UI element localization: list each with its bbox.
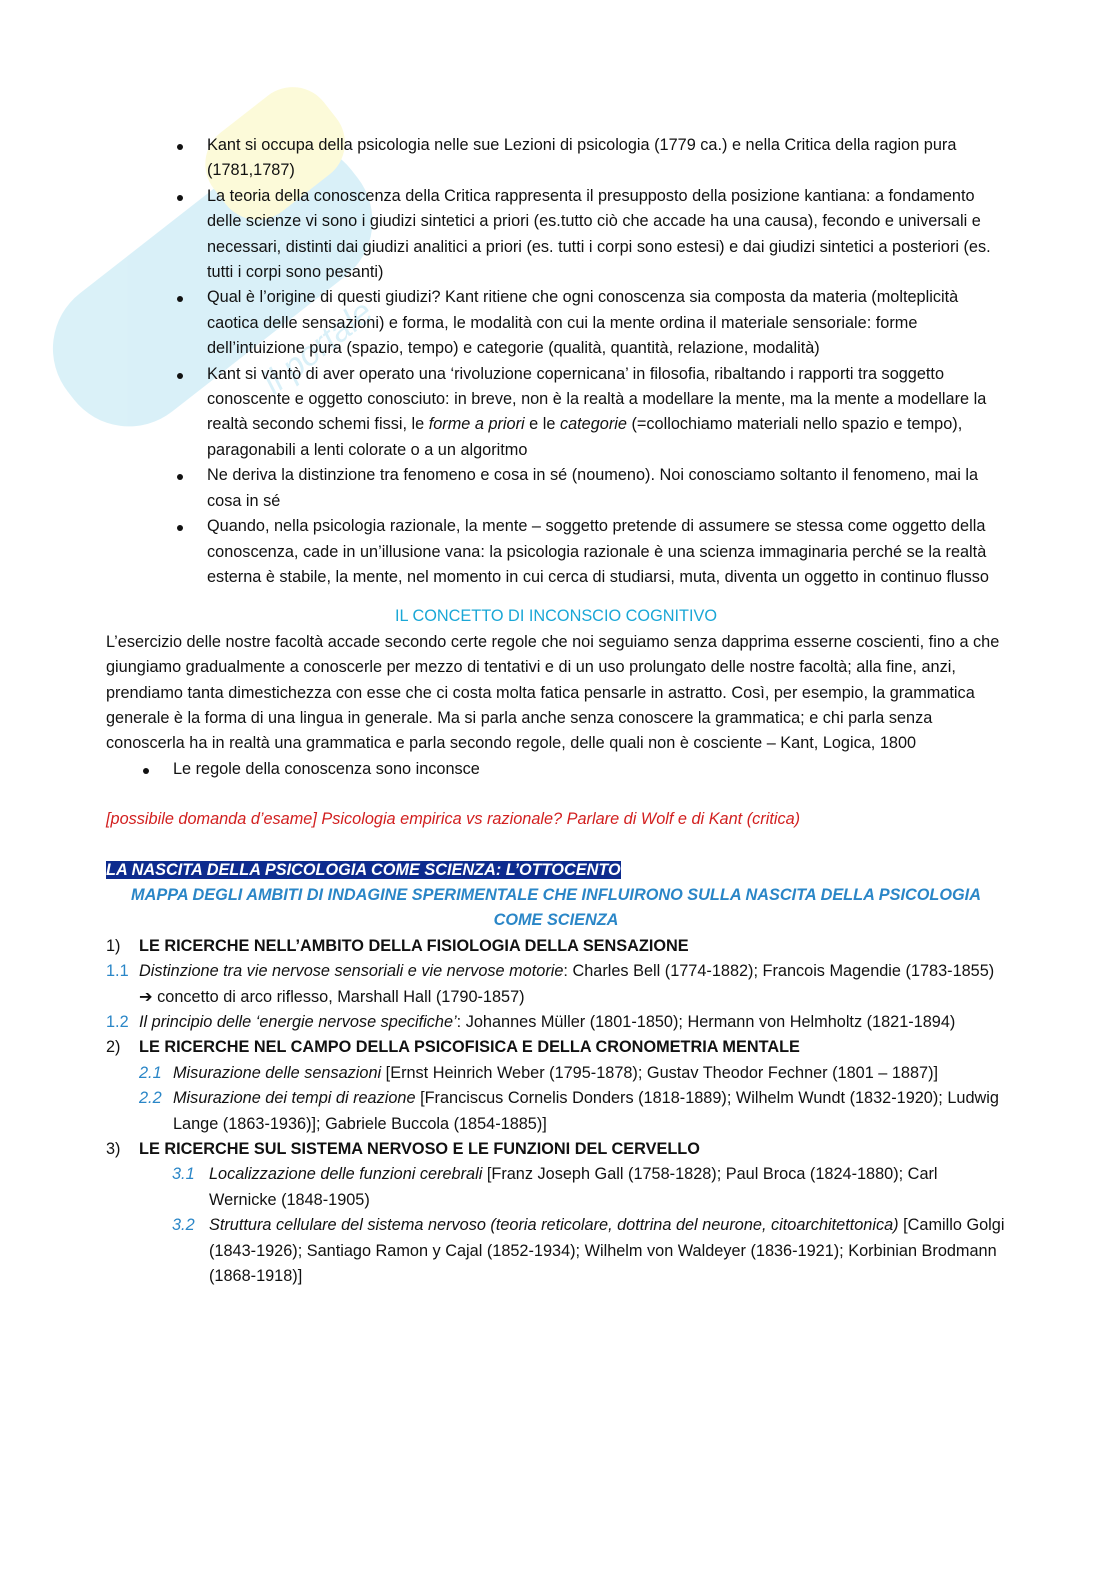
- bullet-dot: [177, 474, 183, 480]
- subsection-item: [106, 959, 1006, 1010]
- bullet-dot: [177, 373, 183, 379]
- subsection-number: 1.2: [106, 1013, 129, 1031]
- highlighted-title: LA NASCITA DELLA PSICOLOGIA COME SCIENZA: L’OTTOCENTO: [106, 860, 621, 879]
- section-title: LE RICERCHE NEL CAMPO DELLA PSICOFISICA E DELLA CRONOMETRIA MENTALE: [139, 1038, 800, 1057]
- subsection-topic: Distinzione tra vie nervose sensoriali e vie nervose motorie: [139, 962, 564, 981]
- list-item-text: Ne deriva la distinzione tra fenomeno e cosa in sé (noumeno). Noi conosciamo soltanto il fenomeno, mai la cosa in sé: [207, 466, 979, 510]
- subsection-topic: Il principio delle ‘energie nervose specifiche’: [139, 1013, 457, 1031]
- section-title: LE RICERCHE NELL’AMBITO DELLA FISIOLOGIA DELLA SENSAZIONE: [139, 936, 689, 955]
- bullet-dot: [177, 525, 183, 531]
- subsection-text: [Camillo Golgi (1843-1926); Santiago Ramon y Cajal (1852-1934); Wilhelm von Waldeyer (1836-1921); Korbinian Brodmann (1868-1918)]: [209, 1216, 1005, 1286]
- subsection-text: : Charles Bell (1774-1882); Francois Magendie (1783-1855) ➔ concetto di arco riflesso, Marshall Hall (1790-1857): [139, 962, 995, 1006]
- subsection-text: : Johannes Müller (1801-1850); Hermann von Helmholtz (1821-1894): [456, 1013, 956, 1031]
- subsection-topic: Struttura cellulare del sistema nervoso (teoria reticolare, dottrina del neurone, citoarchitettonica): [209, 1216, 899, 1235]
- list-item: [106, 285, 1006, 361]
- subsection-topic: Localizzazione delle funzioni cerebrali: [209, 1165, 483, 1184]
- list-item: [106, 463, 1006, 514]
- list-item-italic: categorie: [559, 415, 627, 434]
- section-heading: [106, 934, 1006, 959]
- list-item-text: e le: [524, 415, 560, 434]
- subsection-number: 2.2: [139, 1089, 162, 1108]
- list-item: [106, 514, 1006, 590]
- subsection-item: [106, 1061, 1006, 1086]
- section-number: 1): [106, 936, 121, 955]
- section-number: 3): [106, 1140, 121, 1159]
- list-item-text: Quando, nella psicologia razionale, la mente – soggetto pretende di assumere se stessa come oggetto della conoscenza, cade in un’illusione vana: la psicologia razionale è una scienza immaginaria perché se la realtà esterna è stabile, la mente, nel momento in cui cerca di studiarsi, muta, diventa un oggetto in continuo flusso: [207, 517, 989, 586]
- subsection-topic: Misurazione dei tempi di reazione: [173, 1089, 416, 1108]
- bullet-dot: [143, 768, 149, 774]
- list-item: [106, 362, 1006, 464]
- list-item: [106, 184, 1006, 286]
- subsection-topic: Misurazione delle sensazioni: [173, 1063, 382, 1082]
- section-number: 2): [106, 1038, 121, 1057]
- subsection-item: [106, 1010, 1006, 1035]
- list-item: [106, 133, 1006, 184]
- list-item-text: Le regole della conoscenza sono inconsce: [173, 759, 480, 778]
- bullet-dot: [177, 296, 183, 302]
- subsection-text: [Franz Joseph Gall (1758-1828); Paul Broca (1824-1880); Carl Wernicke (1848-1905): [209, 1165, 938, 1209]
- inconscio-bullet-list: [106, 757, 1006, 782]
- list-item: [106, 757, 1006, 782]
- subsection-number: 2.1: [139, 1063, 162, 1082]
- subsection-item: [106, 1213, 1006, 1289]
- list-item-text: Qual è l’origine di questi giudizi? Kant ritiene che ogni conoscenza sia composta da materia (molteplicità caotica delle sensazioni) e forma, le modalità con cui la mente ordina il materiale sensoriale: forme dell’intuizione pura (spazio, tempo) e categorie (qualità, quantità, relazione, modalità): [207, 288, 959, 358]
- subsection-item: [106, 1086, 1006, 1137]
- svg-text:il portale: il portale: [255, 292, 381, 402]
- list-item-text: La teoria della conoscenza della Critica rappresenta il presupposto della posizione kantiana: a fondamento delle scienze vi sono i giudizi sintetici a priori (es.tutto ciò che accade ha una causa), fecondo e universali e necessari, distinti dai giudizi analitici a priori (es. tutti i corpi sono estesi) e dai giudizi sintetici a posteriori (es. tutti i corpi sono pesanti): [207, 186, 991, 282]
- inconscio-paragraph: L’esercizio delle nostre facoltà accade secondo certe regole che noi seguiamo senza dapprima esserne coscienti, fino a che giungiamo gradualmente a conoscerle per mezzo di tentativi e di un uso prolungato delle nostre facoltà; alla fine, anzi, prendiamo tanta dimestichezza con esse che ci costa molta fatica pensarle in astratto. Così, per esempio, la grammatica generale è la forma di una lingua in generale. Ma si parla anche senza conoscere la grammatica; e chi parla senza conoscerla ha in realtà una grammatica e parla secondo regole, delle quali non è cosciente – Kant, Logica, 1800: [106, 632, 1000, 753]
- list-item-text: (=collochiamo materiali nello spazio e tempo), paragonabili a lenti colorate o a un algoritmo: [207, 415, 963, 459]
- section-title-ottocento: [106, 858, 1006, 883]
- bullet-dot: [177, 195, 183, 201]
- section-heading: [106, 1137, 1006, 1162]
- map-title: MAPPA DEGLI AMBITI DI INDAGINE SPERIMENTALE CHE INFLUIRONO SULLA NASCITA DELLA PSICOLOGIA COME SCIENZA: [131, 885, 981, 930]
- subsection-number: 1.1: [106, 962, 129, 981]
- inconscio-heading: IL CONCETTO DI INCONSCIO COGNITIVO: [394, 607, 718, 626]
- subsection-text: [Franciscus Cornelis Donders (1818-1889); Wilhelm Wundt (1832-1920); Ludwig Lange (1863-1936)]; Gabriele Buccola (1854-1885)]: [173, 1089, 999, 1133]
- kant-bullet-list: [106, 133, 1006, 590]
- section-heading: [106, 1035, 1006, 1060]
- list-item-italic: forme a priori: [428, 415, 525, 434]
- list-item-text: Kant si vantò di aver operato una ‘rivoluzione copernicana’ in filosofia, ribaltando i rapporti tra soggetto conoscente e oggetto conosciuto: in breve, non è la realtà a modellare la mente, ma la mente a modellare la realtà secondo schemi fissi, le: [207, 364, 987, 434]
- subsection-text: [Ernst Heinrich Weber (1795-1878); Gustav Theodor Fechner (1801 – 1887)]: [381, 1063, 939, 1082]
- subsection-item: [106, 1162, 1006, 1213]
- research-sections: [106, 934, 1006, 1290]
- exam-question: [possibile domanda d’esame] Psicologia empirica vs razionale? Parlare di Wolf e di Kant (critica): [106, 810, 801, 829]
- subsection-number: 3.1: [172, 1165, 195, 1184]
- section-title: LE RICERCHE SUL SISTEMA NERVOSO E LE FUNZIONI DEL CERVELLO: [139, 1140, 700, 1159]
- subsection-number: 3.2: [172, 1216, 195, 1235]
- bullet-dot: [177, 144, 183, 150]
- list-item-text: Kant si occupa della psicologia nelle sue Lezioni di psicologia (1779 ca.) e nella Critica della ragion pura (1781,1787): [207, 136, 957, 180]
- document-page: [106, 133, 1006, 1289]
